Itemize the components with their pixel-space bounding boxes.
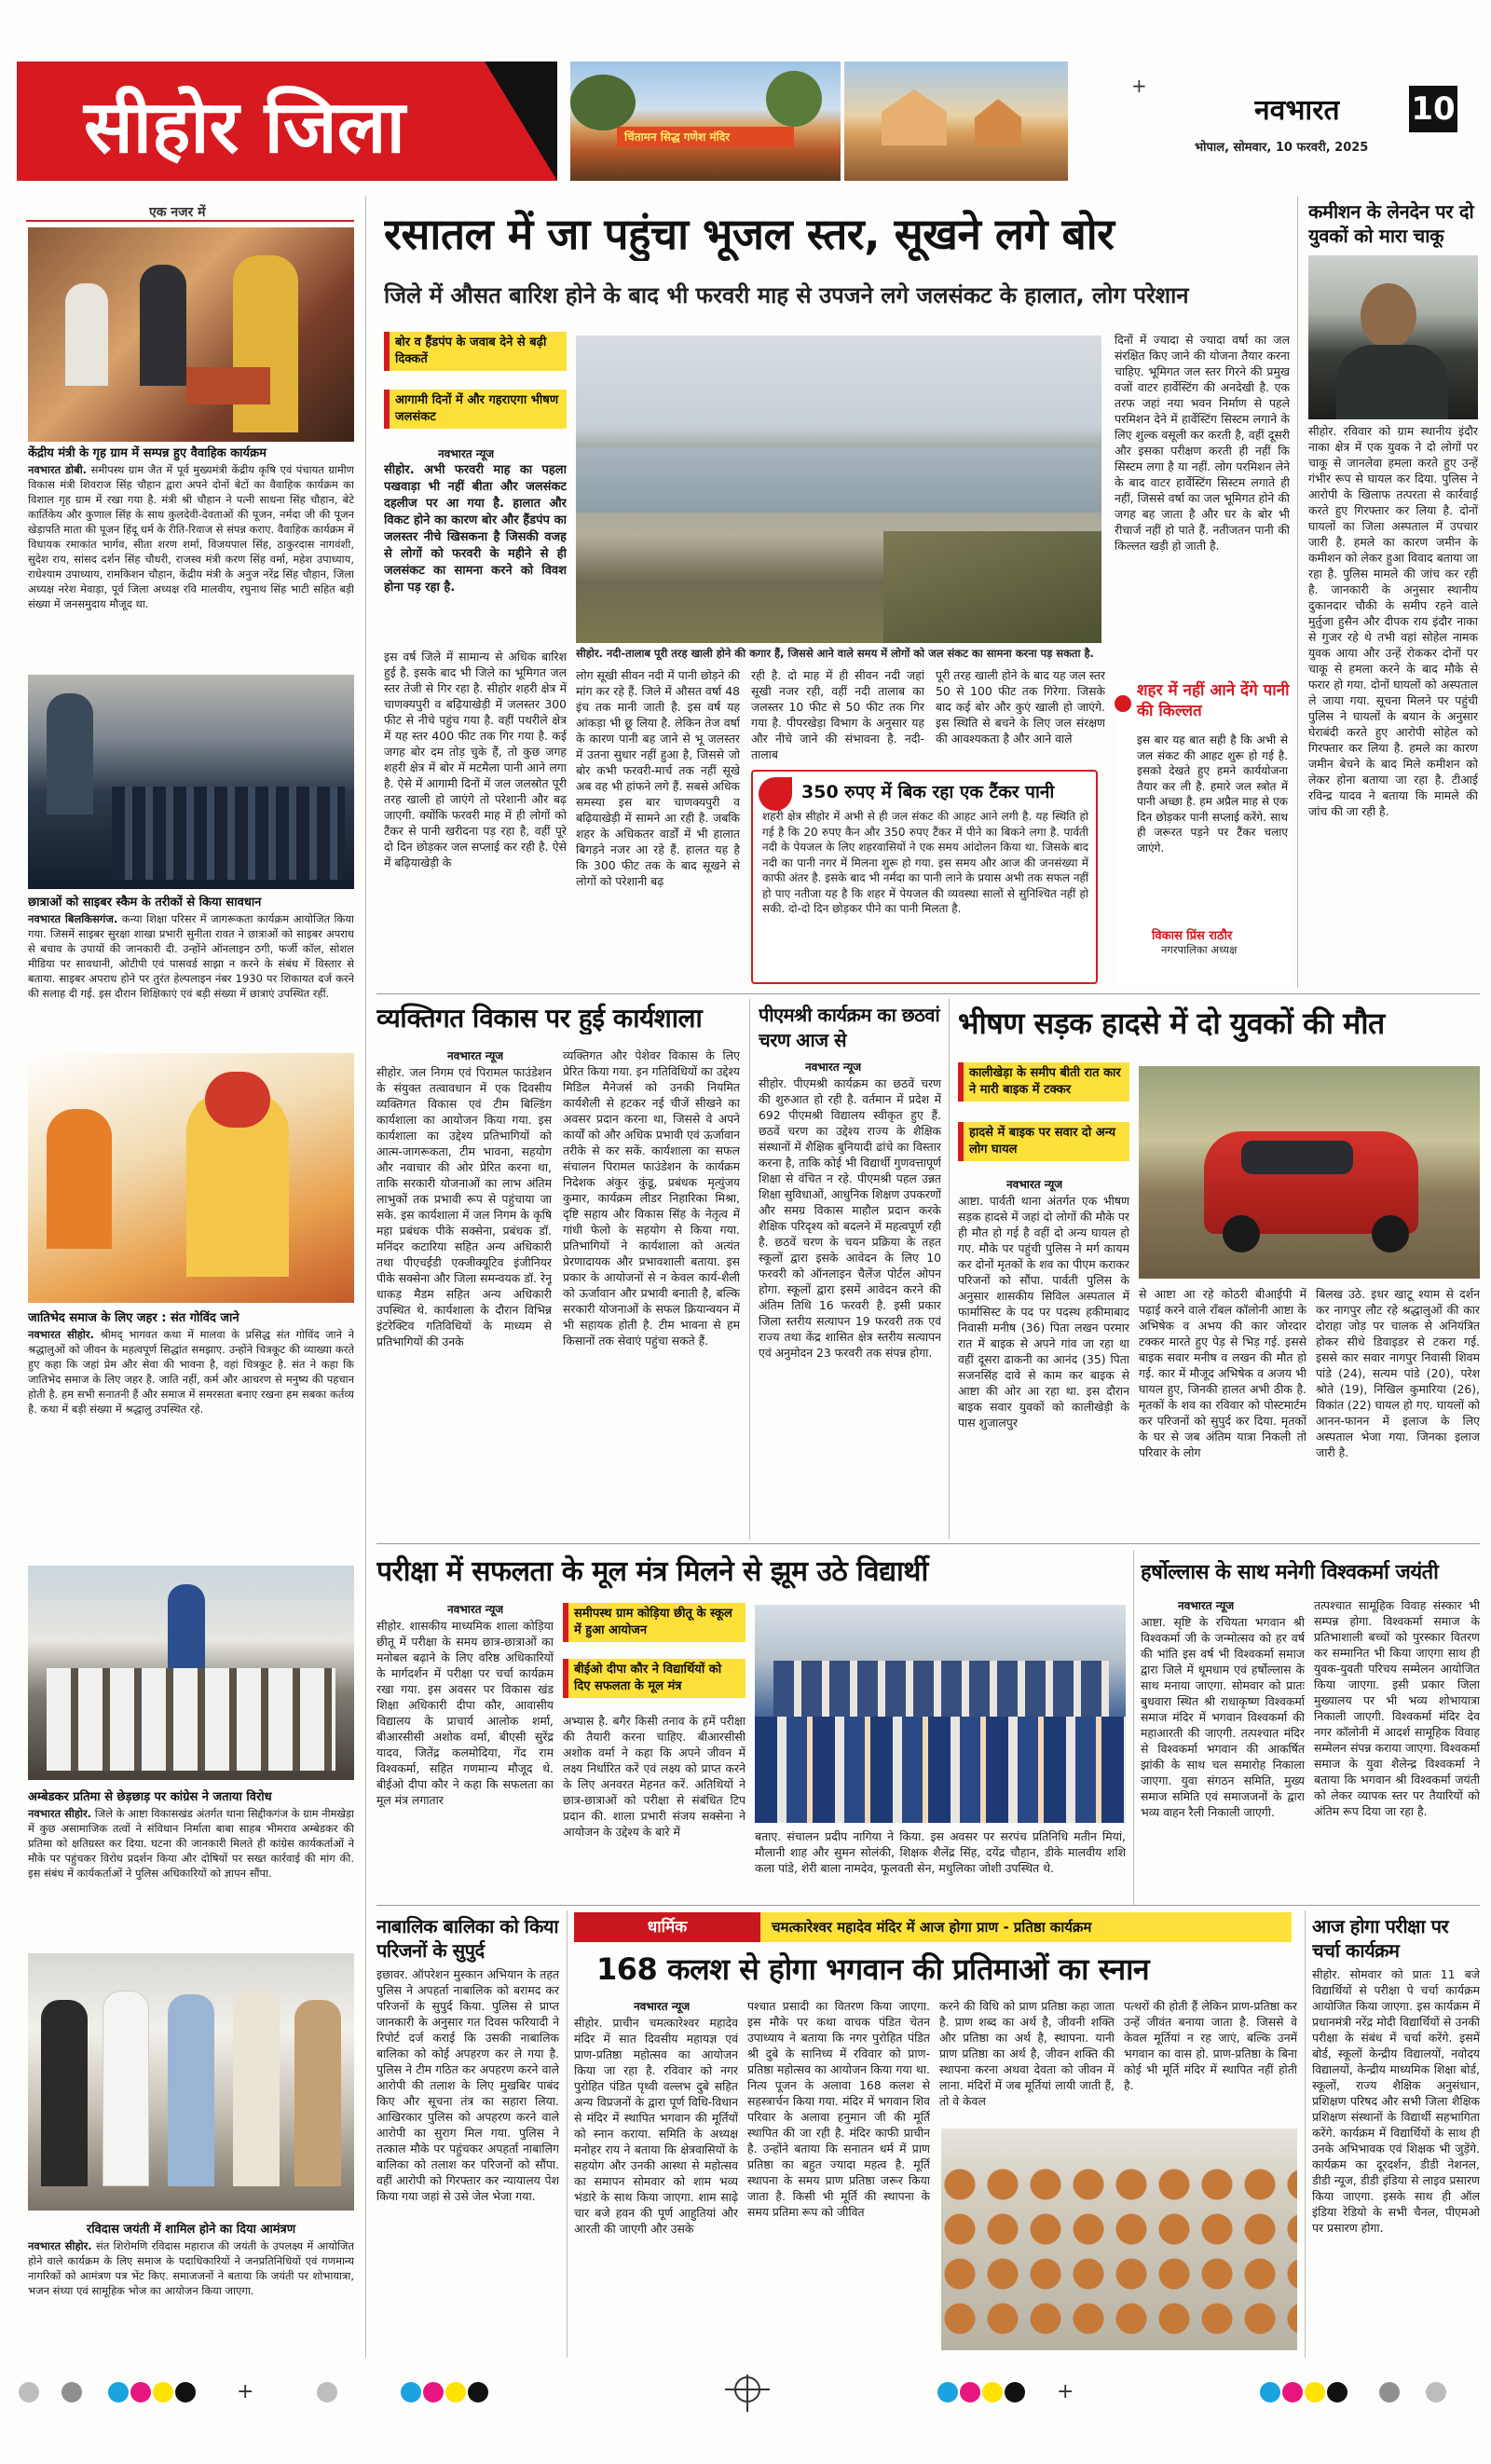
accident-col-2: से आष्टा आ रहे कोठरी बीआईपी में पढ़ाई करने वाले राँबल कॉलोनी आष्टा के अभिषेक व अभय की कार जोरदार टक्कर मारते हुए पेड़ से भिड़ गई. इससे बाइक सवार मनीष व लखन की मौत हो गई. कार में मौजूद अभिषेक व अजय भी घायल हुए, जिनकी हालत अभी ठीक है. मृतकों के शव का रविवार को पोस्टमार्टम कर परिजनों को सुपुर्द कर दिया. मृतकों के घर से जब अंतिम यात्रा निकली तो परिवार के लोग (1139, 1287, 1306, 1459)
sidebar-item-2-dateline: नवभारत बिलकिसगंज. (28, 912, 118, 925)
section-banner (17, 62, 557, 181)
tanker-price-body: शहरी क्षेत्र सीहोर में अभी से ही जल संकट की आहट आने लगी है. यह स्थिति हो गई है कि 20 रुपए कैन और 350 रुपए टैंकर में पीने का बिकने लगा है. पार्वती नदी के पेयजल के लिए शहरवासियों ने एक समय आंदोलन किया था. जिसके बाद नदी का पानी नगर में मिलना शुरू हो गया. इस समय और आज की जनसंख्या में काफी अंतर है. इसके बाद भी नर्मदा का पानी लाने के प्रयास अभी तक सफल नहीं हो पाए नतीजा यह है कि शहर में पेयजल की व्यवस्था सालों से सुनिश्चित नहीं हो सकी. दो-दो दिन छोड़कर पीने का पानी मिलता है. (762, 810, 1088, 915)
lead-subhead: जिले में औसत बारिश होने के बाद भी फरवरी माह से उपजने लगे जलसंकट के हालात, लोग परेशान (384, 282, 1189, 308)
workshop-headline: व्यक्तिगत विकास पर हुई कार्यशाला (376, 1003, 703, 1034)
pmshri-body: सीहोर. पीएमश्री कार्यक्रम का छठवें चरण की शुरुआत हो रही है. वर्तमान में प्रदेश में 692 पीएमश्री विद्यालय स्वीकृत हुए हैं. छठवें चरण का उद्देश्य राज्य के शैक्षिक संस्थानों में शैक्षिक बुनियादी ढांचे का विस्तार करना है, ताकि कोई भी विद्यार्थी गुणवत्तापूर्ण शिक्षा से वंचित न रहे. पीएमश्री पहल उन्नत शिक्षा सुविधाओं, आधुनिक शिक्षण उपकरणों और समग्र विकास माहौल प्रदान करके शैक्षिक परिदृश्य को बदलने में महत्वपूर्ण रही है. छठवें चरण के चयन प्रक्रिया के तहत स्कूलों द्वारा इसके आवेदन के लिए 10 फरवरी को ऑनलाइन चैलेंज पोर्टल ओपन होगा. स्कूलों द्वारा इसमें आवेदन करने की अंतिम तिथि 16 फरवरी है. इसी प्रकार जिला स्तरीय सत्यापन 19 फरवरी तक एवं राज्य तथा केंद्र शासित क्षेत्र स्तरीय सत्यापन एवं अनुमोदन 23 फरवरी तक संपन्न होगा. (759, 1076, 941, 1360)
kalash-kicker: धार्मिक (574, 1912, 760, 1942)
wedding-photo (28, 227, 354, 442)
kalash-byline: नवभारत न्यूज (634, 2000, 691, 2013)
exam-photo-caption: बताए. संचालन प्रदीप नागिया ने किया. इस अवसर पर सरपंच प्रतिनिधि मतीन मियां, मौलानी शाह और सुमन सोलंकी, शिक्षक शैलेंद्र सिंह, दयेंद्र चौहान, डीके मालवीय शशि कला पांडे, शेरी बाला नामदेव, फूलवती सेन, मधुलिका जोशी उपस्थित थे. (755, 1829, 1126, 1875)
registration-cross-top: + (1131, 75, 1147, 97)
tanker-price-box (751, 770, 1098, 984)
exam-col-1: सीहोर. शासकीय माध्यमिक शाला कोड़िया छीतू में परीक्षा के समय छात्र-छात्राओं का मनोबल बढ़ाने के लिए वरिष्ठ अधिकारियों के मार्गदर्शन में परीक्षा पर चर्चा कार्यक्रम रखा गया. इस अवसर पर विकास खंड शिक्षा अधिकारी दीपा कौर, आवासीय विद्यालय के प्राचार्य आलोक शर्मा, बीआरसीसी अशोक वर्मा, बीएसी सुरेंद्र यादव, जितेंद्र कलमोदिया, गेंद राम विश्वकर्मा, सहित गणमान्य मौजूद थे. बीईओ दीपा कौर ने कहा कि सफलता का मूल मंत्र लगातार (376, 1619, 554, 1807)
banner-black-triangle (485, 62, 557, 181)
exam-col-2: अभ्यास है. बगैर किसी तनाव के हमें परीक्षा की तैयारी करना चाहिए. बीआरसीसी अशोक वर्मा ने कहा कि अपने जीवन में लक्ष्य निर्धारित करें एवं लक्ष्य को प्राप्त करने के लिए अनवरत मेहनत करें. अतिथियों ने छात्र-छात्राओं को परीक्षा से संबंधित टिप प्रदान की. शाला प्रभारी संजय सक्सेना ने आयोजन के उद्देश्य के बारे में (563, 1714, 746, 1839)
dateline: भोपाल, सोमवार, 10 फरवरी, 2025 (1195, 141, 1369, 155)
lead-body-1: इस वर्ष जिले में सामान्य से अधिक बारिश हुई है. इसके बाद भी जिले का भूमिगत जल स्तर तेजी से गिर रहा है. सीहोर शहरी क्षेत्र में चाणक्यपुरी व बढ़ियाखेड़ी में जलस्तर 300 फीट से नीचे पहुंच गया है. वहीं पथरीले क्षेत्र में यह स्तर 400 फीट तक गिर गया है. कई जगह बोर दम तोड़ चुके हैं, तो कुछ जगह शहरी क्षेत्र में बोर में मटमैला पानी आने लगा है. ऐसे में आगामी दिनों में जल जलस्रोत पूरी तरह खाली हो जाएंगे तो परेशानी और बढ़ जाएगी. क्योंकि फरवरी माह में ही लोगों को टैंकर से पानी खरीदना पड़ रहा है, वहीं पूरे दो दिन छोड़कर जल सप्लाई कर रही है. ऐसे में बढ़ियाखेड़ी के (384, 650, 567, 869)
pmshri-headline: पीएमश्री कार्यक्रम का छठवां चरण आज से (759, 1004, 940, 1051)
lead-headline: रसातल में जा पहुंचा भूजल स्तर, सूखने लगे बोर (384, 209, 1115, 259)
workshop-col-1: सीहोर. जल निगम एवं पिरामल फाउंडेशन के संयुक्त तत्वावधान में एक दिवसीय व्यक्तिगत विकास एवं टीम बिल्डिंग कार्यशाला का आयोजन किया गया. इस कार्यशाला का उद्देश्य प्रतिभागियों को आत्म-जागरूकता, टीम भावना, सहयोग और नवाचार की ओर प्रेरित करना था, ताकि सरकारी योजनाओं का लाभ अंतिम लाभुकों तक प्रभावी रूप से पहुंचाया जा सके. इस कार्यशाला में जल निगम के कृषि महा प्रबंधक पीके सक्सेना, प्रबंधक डॉ. मनिंदर कटारिया सहित अन्य अधिकारी तथा पीएचईडी एक्जीक्यूटिव इंजीनियर पीके सक्सेना और जिला समन्वयक डॉ. रेनू धाकड़ मैडम सहित अन्य अधिकारी उपस्थित थे. कार्यशाला के दौरान विभिन्न इंटरेक्टिव गतिविधियों के माध्यम से प्रतिभागियों की उनके (376, 1065, 552, 1348)
lead-body-3: रही है. दो माह में ही सीवन नदी जहां सूखी नजर रही, वहीं नदी तालाब का जलस्तर 10 फीट से 50 फीट तक गिर गया है. पीपरखेड़ा विभाग के अनुसार यह और नीचे जाने की संभावना है. नदी-तालाब (751, 668, 924, 761)
temple-photo-2 (844, 62, 1068, 181)
vishwakarma-col-2: तत्पश्चात सामूहिक विवाह संस्कार भी सम्पन्न होगा. विश्वकर्मा समाज के प्रतिभाशाली बच्चों को पुरस्कार वितरण कर सम्मानित भी किया जाएगा साथ ही युवक-युवती परिचय सम्मेलन आयोजित किया जाएगा. इसी प्रकार जिला मुख्यालय पर भी भव्य शोभायात्रा निकाली जाएगी. विश्वकर्मा मंदिर देव नगर कॉलोनी में आदर्श सामूहिक विवाह सम्मेलन संपन्न कराया जाएगा. विश्वकर्मा समाज के युवा शैलेन्द्र विश्वकर्मा ने बताया कि भगवान श्री विश्वकर्मा जयंती को लेकर व्यापक स्तर पर तैयारियों को अंतिम रूप दिया जा रहा है. (1314, 1598, 1480, 1818)
students-photo (755, 1605, 1126, 1823)
accident-col-1: आष्टा. पार्वती थाना अंतर्गत एक भीषण सड़क हादसे में जहां दो लोगों की मौके पर ही मौत हो गई है वहीं दो अन्य घायल हो गए. मौके पर पहुंची पुलिस ने मर्ग कायम कर दोनों मृतकों के शव का पीएम कराकर परिजनों को सौंपा. पार्वती पुलिस के अनुसार शासकीय सिविल अस्पताल में फार्मासिस्ट के पद पर पदस्थ हकीमाबाद निवासी मनीष (36) पिता लखन परमार रात में बाइक से अपने गांव जा रहा था वहीं दूसरा ढाकनी का आनंद (35) पिता सजनसिंह दावे से काम कर बाइक से आष्टा की ओर आ रहा था. इस दौरान बाइक सवार युवकों को कालीखेड़ी के पास शुजालपुर (958, 1194, 1129, 1430)
workshop-col-2: व्यक्तिगत और पेशेवर विकास के लिए प्रेरित किया गया. इन गतिविधियों का उद्देश्य मिडिल मैनेजर्स को उनकी नियमित कार्यशैली से हटकर नई चीजें सीखने का अवसर प्रदान करना था, जिससे वे अपने कार्यों को और अधिक प्रभावी एवं ऊर्जावान तरीके से कर सकें. कार्यशाला का सफल संचालन पिरामल फाउंडेशन के कार्यक्रम निदेशक अंकुर कुंडू, प्रबंधक मृत्युंजय कुमार, कार्यक्रम लीडर निहारिका मिश्रा, दृष्टि सहाय और विकास सिंह के नेतृत्व में गांधी फेलो के सहयोग से किया गया. प्रतिभागियों ने कार्यशाला को अत्यंत प्रेरणादायक और प्रभावशाली बताया. इस प्रकार के आयोजनों से न केवल कार्य-शैली को ऊर्जावान और प्रभावी बनाती है, बल्कि सरकारी योजनाओं के सफल क्रियान्वयन में भी सहायक होती है. टीम भावना से हम किसानों तक सेवाएं पहुंचा सकते हैं. (563, 1048, 740, 1348)
accused-photo (1308, 255, 1478, 419)
kalash-headline: 168 कलश से होगा भगवान की प्रतिमाओं का स्नान (596, 1951, 1150, 1987)
kalash-divider (1305, 1910, 1306, 2358)
discussion-body: सीहोर. सोमवार को प्रातः 11 बजे विद्यार्थियों से परीक्षा पे चर्चा कार्यक्रम आयोजित किया जाएगा. इस कार्यक्रम में प्रधानमंत्री नरेंद्र मोदी विद्यार्थियों से उनकी परीक्षा के संबंध में चर्चा करेंगे. इसमें बोर्ड, स्कूलों केन्द्रीय विद्यालयों, नवोदय विद्यालयों, केन्द्रीय माध्यमिक शिक्षा बोर्ड, स्कूलों, राज्य शैक्षिक अनुसंधान, प्रशिक्षण परिषद और सभी जिला शैक्षिक प्रशिक्षण संस्थानों के विद्यार्थी सहभागिता करेंगे. कार्यक्रम में विद्यार्थियों के साथ ही उनके अभिभावक एवं शिक्षक भी जुड़ेंगे. कार्यक्रम का दूरदर्शन, डीडी नेशनल, डीडी न्यूज, डीडी इंडिया से लाइव प्रसारण किया जाएगा. इसके साथ ही ऑल इंडिया रेडियो के सभी चैनल, पीएमओ पर प्रसारण होगा. (1312, 1967, 1480, 2235)
exam-tag-1: समीपस्थ ग्राम कोड़िया छीतू के स्कूल में हुआ आयोजन (563, 1603, 746, 1642)
workshop-divider (749, 999, 750, 1540)
vishwakarma-col-1: आष्टा. सृष्टि के रचियता भगवान श्री विश्वकर्मा जी के जन्मोत्सव को हर वर्ष की भांति इस वर्ष भी विश्वकर्मा समाज द्वारा जिले में धूमधाम एवं हर्षोल्लास के साथ मनाया जाएगा. सोमवार को प्रातः बुधवारा स्थित श्री राधाकृष्ण विश्वकर्मा समाज मंदिर में भगवान विश्वकर्मा की महाआरती की जाएगी. तत्पश्चात मंदिर से विश्वकर्मा भगवान की आकर्षित झांकी के साथ चल समारोह निकाला जाएगा. युवा संगठन समिति, मुख्य समाज समिति एवं समाजजनों के द्वारा भव्य वाहन रैली निकाली जाएगी. (1141, 1615, 1305, 1819)
sidebar-item-3-dateline: नवभारत सीहोर. (28, 1328, 94, 1341)
tanker-price-title: 350 रुपए में बिक रहा एक टैंकर पानी (801, 782, 1055, 802)
sidebar-item-1-text: समीपस्थ ग्राम जैत में पूर्व मुख्यमंत्री केंद्रीय कृषि एवं पंचायत ग्रामीण विकास मंत्री शिवराज सिंह चौहान द्वारा अपने दोनों बेटों का वैवाहिक कार्यक्रम का विशाल गृह ग्राम में रखा गया है. मंत्री श्री चौहान ने पत्नी साधना सिंह चौहान, बेटे कार्तिकेय और कुणाल सिंह के साथ कुलदेवी-देवताओं की पूजन, नर्मदा जी की पूजन खेड़ापति माता की पूजन हिंदू धर्म के रीति-रिवाज से संपन्न कराए. वैवाहिक कार्यक्रम में विधायक रमाकांत भार्गव, सीता शरण शर्मा, विजयपाल सिंह, ठाकुरदास नागवंशी, सुदेश राय, सांसद दर्शन सिंह चौधरी, राजस्व मंत्री करण सिंह वर्मा, महेश उपाध्याय, राधेश्याम उपाध्याय, रामकिशन चौहान, केंद्रीय मंत्री के अनुज नरेंद्र सिंह चौहान, जिला अध्यक्ष नरेश मेवाड़ा, पूर्व जिला अध्यक्ष रवि मालवीय, रघुनाथ सिंह भाटी सहित बड़ी संख्या में जनसमुदाय मौजूद था. (28, 463, 354, 610)
no-shortage-box (1115, 680, 1292, 984)
page-number: 10 (1409, 86, 1457, 132)
accident-tag-1: कालीखेड़ा के समीप बीती रात कार ने मारी बाइक में टक्कर (958, 1062, 1129, 1102)
accident-byline: नवभारत न्यूज (1006, 1178, 1063, 1191)
vishwakarma-headline: हर्षोल्लास के साथ मनेगी विश्वकर्मा जयंती (1141, 1561, 1439, 1584)
girl-headline: नाबालिक बालिका को किया परिजनों के सुपुर्द (376, 1915, 559, 1962)
sidebar-item-1-title: केंद्रीय मंत्री के गृह ग्राम में सम्पन्न हुए वैवाहिक कार्यक्रम (28, 446, 267, 460)
sidebar-item-1-dateline: नवभारत डोबी. (28, 463, 88, 476)
kalash-col-3: करने की विधि को प्राण प्रतिष्ठा कहा जाता है. प्राण शब्द का अर्थ है, जीवनी शक्ति और प्रतिष्ठा का अर्थ है, स्थापना. यानी प्राण प्रतिष्ठा का अर्थ है, जीवन शक्ति की स्थापना करना अथवा देवता को जीवन में लाना. मंदिरों में जब मूर्तियां लायी जाती हैं, तो वे केवल (939, 1999, 1115, 2108)
sidebar-item-5-dateline: नवभारत सीहोर. (28, 2239, 92, 2252)
workshop-byline: नवभारत न्यूज (447, 1049, 504, 1062)
section-title: सीहोर जिला (84, 86, 405, 170)
lead-body-2: लोग सूखी सीवन नदी में पानी छोड़ने की मांग कर रहे हैं. जिले में औसत वर्षा 48 इंच तक मानी जाती है. इस वर्ष यह आंकड़ा भी छू लिया है. लेकिन तेज वर्षा के कारण पानी बह जाने से भू जलस्तर में उतना सुधार नहीं हुआ है, जिससे जो बोर कभी फरवरी-मार्च तक नहीं सूखे अब वह भी हांफने लगे हैं. सबसे अधिक समस्या इस बार चाणक्यपुरी व बढ़ियाखेड़ी में सामने आ रही है. जबकि शहर के अधिकतर वार्डों में भी हालात बिगड़ने नजर आ रहे हैं. हालत यह है कि 300 फीट तक के बाद सूखने से लोगों को परेशानी बढ़ (576, 668, 740, 888)
lead-right-divider (1297, 196, 1298, 988)
sidebar-item-3-text: श्रीमद् भागवत कथा में मालवा के प्रसिद्ध संत गोविंद जाने ने श्रद्धालुओं को जीवन के महत्वपूर्ण सिद्धांत समझाए. उन्होंने चित्रकूट की व्याख्या करते हुए कहा कि जहां प्रेम और सेवा की भावना है, वहां चित्रकूट है. संत ने कहा कि जातिभेद समाज के लिए जहर है. जाति नहीं, कर्म और आचरण से मनुष्य की पहचान होती है. हम सभी सनातनी हैं और समाज में समरसता बनाए रखना हम सबका कर्तव्य है. कथा में बड़ी संख्या में श्रद्धालु उपस्थित रहे. (28, 1328, 354, 1416)
sidebar-item-1-body (28, 462, 354, 641)
sidebar-item-2-text: कन्या शिक्षा परिसर में जागरूकता कार्यक्रम आयोजित किया गया. जिसमें साइबर सुरक्षा शाखा प्रभारी सुनीता रावत ने छात्राओं को साइबर अपराध से बचाव के उपायों की जानकारी दी. उन्होंने ऑनलाइन ठगी, फर्जी कॉल, सोशल मीडिया पर सावधानी, ओटीपी एवं पासवर्ड साझा न करने के संबंध में विस्तार से बताया. साइबर अपराध होने पर तुरंत हेल्पलाइन नंबर 1930 पर शिकायत दर्ज करने की सलाह दी गई. इस दौरान शिक्षिकाएं एवं बड़ी संख्या में छात्राएं उपस्थित रहीं. (28, 912, 354, 1000)
sidebar-item-4-title: अम्बेडकर प्रतिमा से छेड़छाड़ पर कांग्रेस ने जताया विरोध (28, 1790, 272, 1804)
dry-river-photo (576, 335, 1101, 643)
no-shortage-role: नगरपालिका अध्यक्ष (1161, 943, 1238, 956)
kalash-strap: चमत्कारेश्वर महादेव मंदिर में आज होगा प्राण - प्रतिष्ठा कार्यक्रम (760, 1912, 1292, 1942)
sidebar-item-4-text: जिले के आष्टा विकासखंड अंतर्गत थाना सिद्दीकगंज के ग्राम नीमखेड़ा में कुछ असामाजिक तत्वों ने संविधान निर्माता बाबा साहब भीमराव अम्बेडकर की प्रतिमा को क्षतिग्रस्त कर दिया. घटना की जानकारी मिलते ही कांग्रेस कार्यकर्ताओं ने मौके पर पहुंचकर विरोध प्रदर्शन किया और दोषियों पर सख्त कार्रवाई की मांग की. इस संबंध में कार्यकर्ताओं ने पुलिस अधिकारियों को ज्ञापन सौंपा. (28, 1807, 354, 1880)
sidebar-item-4-dateline: नवभारत सीहोर. (28, 1807, 92, 1820)
sidebar-item-3-body (28, 1327, 354, 1562)
sidebar-item-2-title: छात्राओं को साइबर स्कैम के तरीकों से किया सावधान (28, 896, 262, 910)
kalash-col-1: सीहोर. प्राचीन चमत्कारेश्वर महादेव मंदिर में सात दिवसीय महायज्ञ एवं प्राण-प्रतिष्ठा महोत्सव का आयोजन किया जा रहा है. रविवार को नगर पुरोहित पंडित पृथ्वी वल्लभ दुबे सहित अन्य विप्रजनों के द्वारा पूर्ण विधि-विधान से मंदिर में स्थापित भगवान की मूर्तियों को स्नान कराया. समिति के अध्यक्ष मनोहर राय ने बताया कि क्षेत्रवासियों के सहयोग और उनकी आस्था से महोत्सव का समापन सोमवार को शाम भव्य भंडारे के साथ किया जाएगा. शाम साढ़े चार बजे हवन की पूर्ण आहुतियां और आरती की जाएगी और उसके (574, 2016, 738, 2236)
stabbing-body: सीहोर. रविवार को ग्राम स्थानीय इंदौर नाका क्षेत्र में एक युवक ने दो लोगों पर चाकू से जानलेवा हमला करते हुए उन्हें गंभीर रूप से घायल कर दिया. पुलिस ने आरोपी के खिलाफ तत्परता से कार्रवाई करते हुए गिरफ्तार कर लिया है. दोनों घायलों का जिला अस्पताल में उपचार जारी है. हमले का कारण जमीन के कमीशन को लेकर हुआ विवाद बताया जा रहा है. पुलिस मामले की जांच कर रही है. जानकारी के अनुसार स्थानीय दुकानदार चौकी के समीप रहने वाले मुर्तुजा हुसैन और दीपक राय इंदौर नाका से गुजर रहे थे तभी वहां सोहेल नामक युवक आया और उन्हें रोककर दोनों पर चाकू से हमला करने के बाद मौके से फरार हो गया. दोनों घायलों को अस्पताल ले जाया गया. सूचना मिलने पर पहुंची पुलिस ने घायलों के बयान के अनुसार घेराबंदी करते हुए आरोपी सोहेल को गिरफ्तार कर लिया है. हमले का कारण जमीन बेचने के बाद मिले कमीशन को लेकर होना बताया जा रहा है. टीआई रविन्द्र यादव ने बताया कि मामले की जांच की जा रही है. (1308, 424, 1478, 818)
no-shortage-title: शहर में नहीं आने देंगे पानी की किल्लत (1137, 681, 1290, 720)
brand-name: नवभारत (1254, 94, 1340, 127)
exam-divider (1133, 1551, 1134, 1905)
temple-signboard: चिंतामन सिद्ध गणेश मंदिर (624, 130, 731, 144)
sidebar-item-5-title: रविदास जयंती में शामिल होने का दिया आमंत्रण (86, 2223, 296, 2237)
stabbing-headline: कमीशन के लेनदेन पर दो युवकों को मारा चाकू (1308, 200, 1474, 247)
crashed-car-photo (1139, 1066, 1480, 1279)
kalash-col-2: पश्चात प्रसादी का वितरण किया जाएगा. इस मौके पर कथा वाचक पंडित चेतन उपाध्याय ने बताया कि नगर पुरोहित पंडित श्री दुबे के सानिध्य में रविवार को प्राण-प्रतिष्ठा महोत्सव का आयोजन किया गया था. नित्य पूजन के अलावा 168 कलश से सहस्त्रार्चन किया गया. मंदिर में भगवान शिव परिवार के अलावा हनुमान जी की मूर्ति स्थापित की जा रही है. मंदिर काफी प्राचीन है. उन्होंने बताया कि सनातन धर्म में प्राण प्रतिष्ठा का बहुत ज्यादा महत्व है. मूर्ति स्थापना के समय प्राण प्रतिष्ठा जरूर किया जाता है. किसी भी मूर्ति की स्थापना के समय प्रतिमा रूप को जीवित (747, 1999, 930, 2219)
saint-discourse-photo (28, 1053, 354, 1303)
exam-byline: नवभारत न्यूज (447, 1603, 504, 1616)
discussion-headline: आज होगा परीक्षा पर चर्चा कार्यक्रम (1312, 1915, 1449, 1962)
cyber-awareness-photo (28, 675, 354, 889)
sidebar-divider (365, 196, 366, 2358)
rule-3 (376, 1905, 1480, 1906)
accident-tag-2: हादसे में बाइक पर सवार दो अन्य लोग घायल (958, 1122, 1129, 1161)
pmshri-byline: नवभारत न्यूज (805, 1061, 862, 1074)
sidebar-item-3-title: जातिभेद समाज के लिए जहर : संत गोविंद जाने (28, 1311, 239, 1325)
pmshri-divider (949, 999, 950, 1540)
lead-photo-caption: सीहोर. नदी-तालाब पूरी तरह खाली होने की कगार हैं, जिससे आने वाले समय में लोगों को जल संकट का सामना करना पड़ सकता है. (576, 647, 1094, 660)
ambedkar-protest-photo (28, 1566, 354, 1780)
rule-1 (376, 993, 1480, 994)
lead-byline: नवभारत न्यूज (438, 447, 495, 460)
sidebar-heading: एक नजर में (149, 205, 206, 220)
no-shortage-person: विकास प्रिंस राठौर (1152, 929, 1233, 943)
lead-intro: सीहोर. अभी फरवरी माह का पहला पखवाड़ा भी नहीं बीता और जलसंकट दहलीज पर आ गया है. हालात और विकट होने का कारण बोर और हैंडपंप का जलस्तर नीचे खिसकना है जिसकी वजह से लोगों को फरवरी के महीने से ही जलसंकट का सामना करने को विवश होना पड़ रहा है. (384, 463, 567, 595)
rule-2 (376, 1543, 1480, 1544)
sidebar-top-rule (26, 220, 354, 222)
sidebar-item-5-text: संत शिरोमणि रविदास महाराज की जयंती के उपलक्ष्य में आयोजित होने वाले कार्यक्रम के लिए समाज के पदाधिकारियों ने जनप्रतिनिधियों एवं गणमान्य नागरिकों को आमंत्रण पत्र भेंट किए. समाजजनों ने बताया कि जयंती पर शोभायात्रा, भजन संध्या एवं सामूहिक भोज का आयोजन किया जाएगा. (28, 2239, 354, 2297)
sidebar-item-5-body (28, 2238, 354, 2347)
sidebar-item-2-body (28, 911, 354, 1049)
exam-headline: परीक्षा में सफलता के मूल मंत्र मिलने से झूम उठे विद्यार्थी (376, 1555, 928, 1588)
vishwakarma-byline: नवभारत न्यूज (1178, 1599, 1235, 1612)
lead-tag-2: आगामी दिनों में और गहराएगा भीषण जलसंकट (384, 390, 567, 429)
sidebar-item-4-body (28, 1806, 354, 1944)
temple-photo-1 (570, 62, 841, 181)
lead-body-4: पूरी तरह खाली होने के बाद यह जल स्तर 50 से 100 फीट तक गिरेगा. जिसके बाद कई बोर और कुएं खाली हो जाएंगे. इस स्थिति से बचने के लिए जल संरक्षण की आवश्यकता है और आने वाले (936, 668, 1105, 746)
girl-body: इछावर. ऑपरेशन मुस्कान अभियान के तहत पुलिस ने अपहर्ता नाबालिक को बरामद कर परिजनों के सुपुर्द किया. पुलिस से प्राप्त जानकारी के अनुसार गत दिवस फरियादी ने रिपोर्ट दर्ज कराई कि उसकी नाबालिक बालिका को कोई अपहरण कर ले गया है. पुलिस ने टीम गठित कर अपहरण करने वाले आरोपी की तलाश के लिए मुखबिर पाबंद किए और सूचना तंत्र का सहारा लिया. आखिरकार पुलिस को अपहरण करने वाले आरोपी का सुराग मिल गया. पुलिस ने तत्काल मौके पर पहुंचकर अपहर्ता नाबालिग बालिका को तलाश कर परिजनों को सौंपा. वहीं आरोपी को गिरफ्तार कर न्यायालय पेश किया गया जहां से उसे जेल भेजा गया. (376, 1967, 559, 2203)
girl-divider (567, 1910, 568, 2358)
accident-col-3: बिलख उठे. इधर खाटू श्याम से दर्शन कर नागपुर लौट रहे श्रद्धालुओं की कार दोराहा जोड़ पर चालक से अनियंत्रित होकर सीधे डिवाइडर से टकरा गई. इससे कार सवार नागपुर निवासी शिवम पांडे (24), सत्यम पांडे (20), परेश श्रोते (19), निखिल कुमारिया (26), विकांत (22) घायल हो गए. घायलों को आनन-फानन में इलाज के लिए अस्पताल भेजा गया. जिनका इलाज जारी है. (1316, 1287, 1480, 1459)
kalash-pots-photo (941, 2129, 1297, 2350)
lead-body-5: दिनों में ज्यादा से ज्यादा वर्षा का जल संरक्षित किए जाने की योजना तैयार करना चाहिए. भूमिगत जल स्तर गिरने की प्रमुख वजों वाटर हार्वेस्टिंग की अनदेखी है. एक तरफ जहां नया भवन निर्माण से पहले परमिशन देने में हार्वेस्टिंग सिस्टम लगाने के लिए शुल्क वसूली कर करती है, वहीं दूसरी और इसका परीक्षण करती ही नहीं कि सिस्टम लगा है या नहीं. लोग परमिशन लेने के बाद वाटर हार्वेस्टिंग सिस्टम लगाते ही नहीं, जिससे वर्षा का जल भूमिगत होने की जगह बह जाता है और घर के बोर भी रीचार्ज नहीं हो पाते हैं. नतीजतन पानी की किल्लत खड़ी हो जाती है. (1115, 333, 1290, 553)
accident-headline: भीषण सड़क हादसे में दो युवकों की मौत (958, 1006, 1385, 1041)
lead-tag-1: बोर व हैंडपंप के जवाब देने से बढ़ी दिक्कतें (384, 332, 567, 371)
kalash-col-4: पत्थरों की होती हैं लेकिन प्राण-प्रतिष्ठा कर उन्हें जीवंत बनाया जाता है. जिससे वे केवल मूर्तियां न रह जाएं, बल्कि उनमें भगवान का वास हो. प्राण-प्रतिष्ठा के बिना कोई भी मूर्ति मंदिर में स्थापित नहीं होती है. (1124, 1999, 1297, 2092)
no-shortage-body: इस बार यह बात सही है कि अभी से जल संकट की आहट शुरू हो गई है. इसको देखते हुए हमने कार्ययोजना तैयार कर ली है. हमारे जल स्त्रोत में पानी अच्छा है. हम अप्रैल माह से एक दिन छोड़कर पानी सप्लाई करेंगे. साथ ही जरूरत पड़ने पर टैंकर चलाए जाएंगे. (1137, 733, 1288, 855)
exam-tag-2: बीईओ दीपा कौर ने विद्यार्थियों को दिए सफलता के मूल मंत्र (563, 1659, 746, 1698)
registration-strip: + + (0, 2375, 1491, 2412)
invitation-photo (28, 1953, 354, 2211)
